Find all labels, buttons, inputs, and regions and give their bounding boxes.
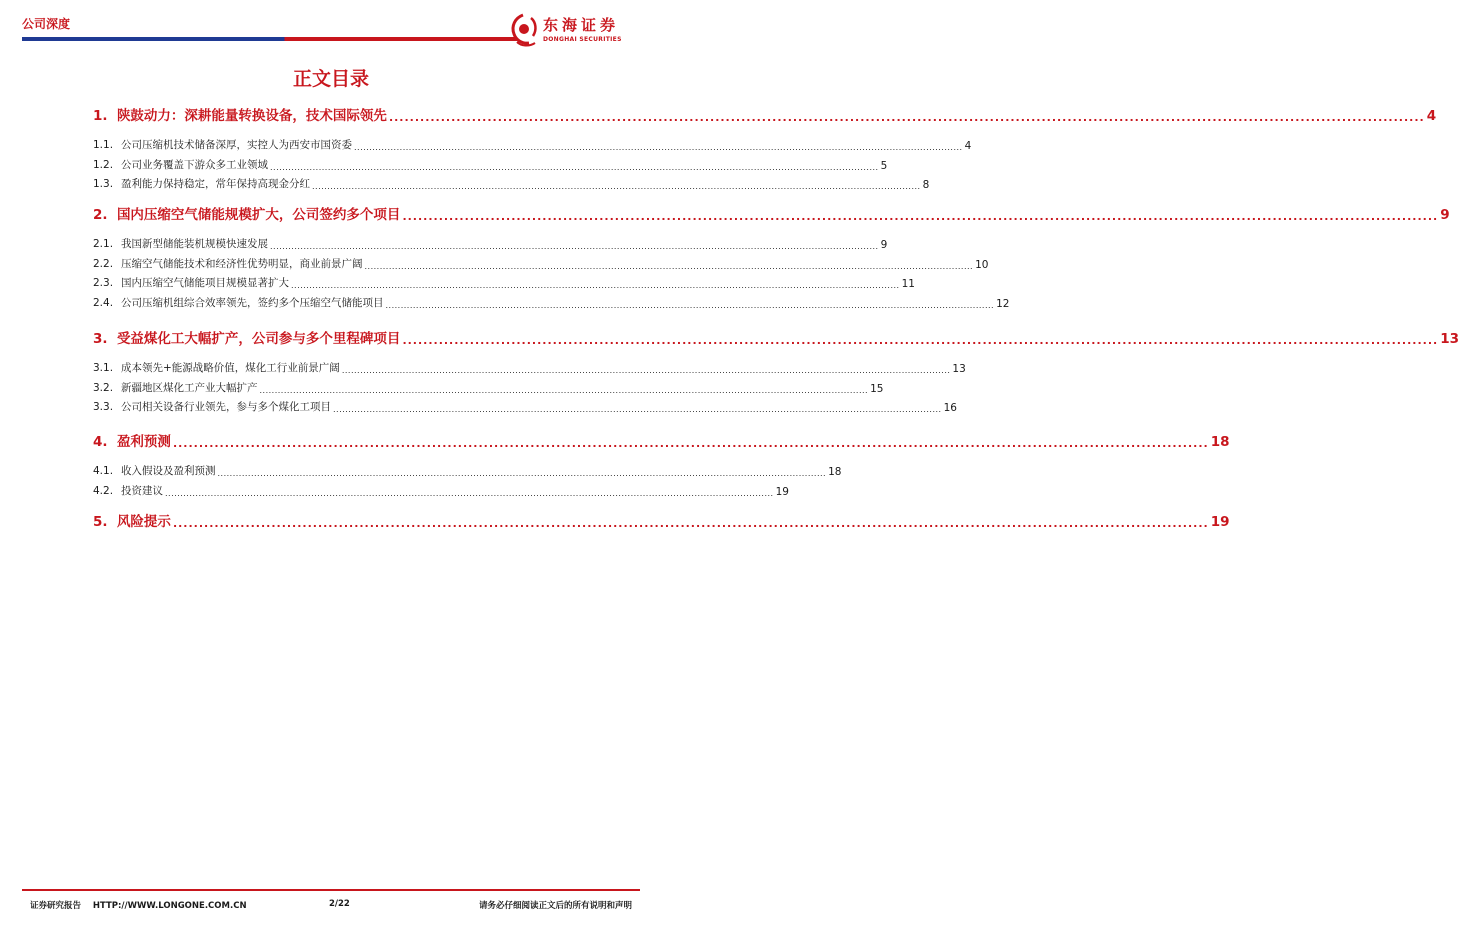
toc-section-title: 2. 国内压缩空气储能规模扩大，公司签约多个项目 — [93, 207, 401, 223]
toc-page-number: 13 — [952, 363, 966, 375]
toc-subsection[interactable] — [93, 175, 930, 191]
toc-leader-dots: ........................................................................................................................................................................................................ — [385, 300, 995, 310]
toc-subsection-title: 1.2. 公司业务覆盖下游众多工业领域 — [93, 158, 268, 171]
toc-subsection[interactable] — [93, 294, 1010, 310]
toc-subsection-title: 3.1. 成本领先+能源战略价值，煤化工行业前景广阔 — [93, 362, 340, 374]
footer-source: 证券研究报告 HTTP://WWW.LONGONE.COM.CN — [30, 901, 247, 911]
toc-leader-dots: ........................................................................................................................................................................................................ — [217, 469, 827, 478]
toc-leader-dots: ........................................................................................................................................................................................................ — [172, 437, 1209, 450]
toc-page-number: 5 — [880, 159, 888, 172]
toc-leader-dots: ........................................................................................................................................................................................................ — [270, 242, 879, 251]
toc-subsection[interactable] — [93, 255, 989, 271]
donghai-logo — [507, 12, 642, 48]
toc-page-number: 19 — [1210, 514, 1230, 530]
toc-leader-dots: ........................................................................................................................................................................................................ — [165, 488, 774, 498]
toc-subsection[interactable] — [93, 359, 966, 375]
toc-leader-dots: ........................................................................................................................................................................................................ — [172, 517, 1209, 530]
toc-page-number: 12 — [996, 297, 1010, 310]
toc-subsection-title: 2.4. 公司压缩机组综合效率领先，签约多个压缩空气储能项目 — [93, 296, 384, 309]
toc-subsection[interactable] — [93, 482, 789, 498]
toc-subsection-title: 3.2. 新疆地区煤化工产业大幅扩产 — [93, 381, 258, 394]
report-type-tag: 公司深度 — [22, 17, 71, 31]
toc-leader-dots: ........................................................................................................................................................................................................ — [333, 405, 942, 414]
toc-subsection-title: 2.2. 压缩空气储能技术和经济性优势明显，商业前景广阔 — [93, 257, 363, 270]
toc-leader-dots: ........................................................................................................................................................................................................ — [291, 281, 900, 290]
toc-page-number: 10 — [975, 258, 989, 271]
toc-subsection[interactable] — [93, 156, 888, 172]
toc-subsection-title: 1.1. 公司压缩机技术储备深厚，实控人为西安市国资委 — [93, 139, 352, 151]
toc-page-number: 9 — [1440, 207, 1450, 223]
toc-section-title: 4. 盈利预测 — [93, 434, 171, 450]
toc-subsection[interactable] — [93, 398, 957, 414]
toc-subsection[interactable] — [93, 462, 842, 478]
toc-section-4[interactable] — [93, 430, 1230, 450]
toc-section-3[interactable] — [93, 327, 1459, 347]
toc-subsection-title: 3.3. 公司相关设备行业领先，参与多个煤化工项目 — [93, 401, 331, 413]
toc-leader-dots: ........................................................................................................................................................................................................ — [402, 334, 1439, 347]
toc-page-number: 15 — [870, 382, 884, 395]
toc-page-number: 11 — [901, 278, 915, 290]
toc-subsection-title: 2.1. 我国新型储能装机规模快速发展 — [93, 238, 268, 250]
toc-page-number: 8 — [922, 179, 930, 191]
toc-page-number: 13 — [1440, 331, 1459, 347]
toc-subsection-title: 2.3. 国内压缩空气储能项目规模显著扩大 — [93, 277, 289, 289]
donghai-logo-icon — [507, 12, 539, 48]
toc-section-title: 1. 陕鼓动力：深耕能量转换设备，技术国际领先 — [93, 108, 387, 124]
toc-page-number: 16 — [943, 402, 957, 414]
toc-subsection[interactable] — [93, 274, 915, 290]
toc-page-number: 4 — [964, 140, 972, 152]
toc-leader-dots: ........................................................................................................................................................................................................ — [259, 385, 869, 395]
toc-section-title: 3. 受益煤化工大幅扩产，公司参与多个里程碑项目 — [93, 331, 401, 347]
logo-chinese-name: 东海证券 — [543, 16, 620, 34]
toc-subsection[interactable] — [93, 379, 884, 395]
toc-subsection-title: 4.2. 投资建议 — [93, 484, 163, 497]
toc-section-1[interactable] — [93, 104, 1437, 124]
toc-page-number: 19 — [775, 485, 789, 498]
toc-leader-dots: ........................................................................................................................................................................................................ — [402, 210, 1439, 223]
header-divider — [22, 37, 517, 41]
logo-english-name: DONGHAI SECURITIES — [543, 36, 622, 43]
toc-leader-dots: ........................................................................................................................................................................................................ — [341, 366, 951, 375]
toc-page-number: 4 — [1426, 108, 1437, 124]
toc-leader-dots: ........................................................................................................................................................................................................ — [388, 111, 1425, 124]
toc-page-number: 18 — [828, 466, 842, 478]
toc-section-title: 5. 风险提示 — [93, 514, 171, 530]
toc-subsection[interactable] — [93, 136, 972, 152]
toc-leader-dots: ........................................................................................................................................................................................................ — [354, 143, 963, 152]
toc-leader-dots: ........................................................................................................................................................................................................ — [364, 261, 974, 271]
page-title: 正文目录 — [292, 68, 369, 90]
toc-subsection[interactable] — [93, 235, 888, 251]
toc-page-number: 9 — [880, 239, 888, 251]
toc-subsection-title: 1.3. 盈利能力保持稳定，常年保持高现金分红 — [93, 178, 310, 190]
footer-disclaimer: 请务必仔细阅读正文后的所有说明和声明 — [478, 901, 632, 911]
page-number: 2/22 — [329, 899, 350, 909]
toc-section-2[interactable] — [93, 203, 1450, 223]
toc-section-5[interactable] — [93, 510, 1230, 530]
toc-leader-dots: ........................................................................................................................................................................................................ — [270, 162, 879, 172]
toc-page-number: 18 — [1210, 434, 1230, 450]
footer-divider — [22, 889, 640, 891]
toc-subsection-title: 4.1. 收入假设及盈利预测 — [93, 465, 216, 477]
toc-leader-dots: ........................................................................................................................................................................................................ — [312, 182, 921, 191]
